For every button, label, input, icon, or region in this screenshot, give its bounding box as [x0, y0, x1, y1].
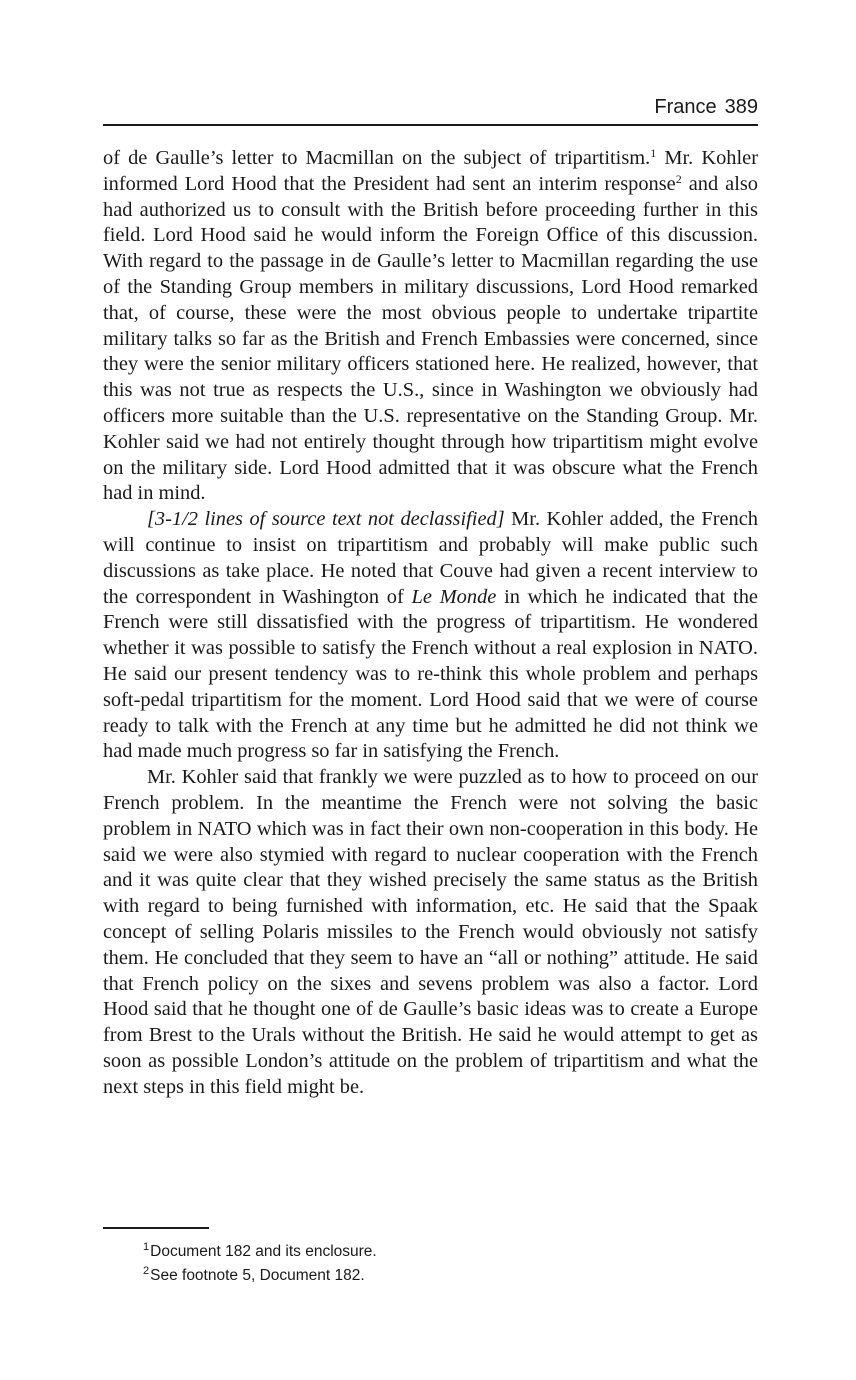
paragraph-2-text-b: in which he indicated that the French were still dissatisfied with the progress of tripartitism. He wondered whether it was possible to satisfy the French without a real explosion in NATO. He said our present tendency was to re-think this whole problem and perhaps soft-pedal tripartitism for the moment. Lord Hood said that we were of course ready to talk with the French at any time but he admitted he did not think we had made much progress so far in satisfying the French. — [103, 585, 758, 763]
paragraph-1-text-b: Mr. Kohler informed Lord Hood that the President had sent an interim response — [103, 147, 758, 195]
footnote-2 — [143, 1264, 743, 1288]
body-text — [103, 146, 758, 1100]
paragraph-2 — [103, 507, 758, 765]
newspaper-title: Le Monde — [411, 585, 497, 608]
footnote-rule — [103, 1227, 209, 1229]
paragraph-1-text-c: and also had authorized us to consult with the British before proceeding further in this field. Lord Hood said he would inform the Foreign Office of this discussion. With regard to the passage in de Gaulle’s letter to Macmillan regarding the use of the Standing Group members in military discussions, Lord Hood remarked that, of course, these were the most obvious people to undertake tripartite military talks so far as the British and French Embassies were concerned, since they were the senior military officers stationed here. He realized, however, that this was not true as respects the U.S., since in Washington we obviously had officers more suitable than the U.S. representative on the Standing Group. Mr. Kohler said we had not entirely thought through how tripartitism might evolve on the military side. Lord Hood admitted that it was obscure what the French had in mind. — [103, 172, 758, 505]
footnote-ref-1[interactable]: 1 — [650, 145, 657, 160]
footnote-ref-2[interactable]: 2 — [675, 171, 682, 186]
section-title: France — [654, 96, 717, 118]
redaction-note: [3-1/2 lines of source text not declassified] — [147, 508, 505, 531]
footnote-mark: 1 — [143, 1240, 150, 1253]
paragraph-1 — [103, 146, 758, 507]
page-number: 389 — [724, 96, 758, 118]
paragraph-2-text-a: Mr. Kohler added, the French will continue to insist on tripartitism and probably will make public such discussions as take place. He noted that Couve had given a recent interview to the correspondent in Washington of — [103, 508, 758, 608]
running-head — [654, 95, 758, 119]
footnotes — [143, 1240, 743, 1288]
header-rule — [103, 124, 758, 126]
footnote-1 — [143, 1240, 743, 1264]
paragraph-3: Mr. Kohler said that frankly we were puzzled as to how to proceed on our French problem. In the meantime the French were not solving the basic problem in NATO which was in fact their own non-cooperation in this body. He said we were also stymied with regard to nuclear cooperation with the French and it was quite clear that they wished precisely the same status as the British with regard to being furnished with information, etc. He said that the Spaak concept of selling Polaris missiles to the French would obviously not satisfy them. He concluded that they seem to have an “all or nothing” attitude. He said that French policy on the sixes and sevens problem was also a factor. Lord Hood said that he thought one of de Gaulle’s basic ideas was to create a Europe from Brest to the Urals without the British. He said he would attempt to get as soon as possible London’s attitude on the problem of tripartitism and what the next steps in this field might be. — [103, 766, 758, 1098]
paragraph-1-text-a: of de Gaulle’s letter to Macmillan on the subject of tripartitism. — [103, 147, 651, 169]
footnote-text: See footnote 5, Document 182. — [150, 1267, 365, 1284]
footnote-mark: 2 — [143, 1264, 150, 1277]
footnote-text: Document 182 and its enclosure. — [150, 1243, 377, 1260]
